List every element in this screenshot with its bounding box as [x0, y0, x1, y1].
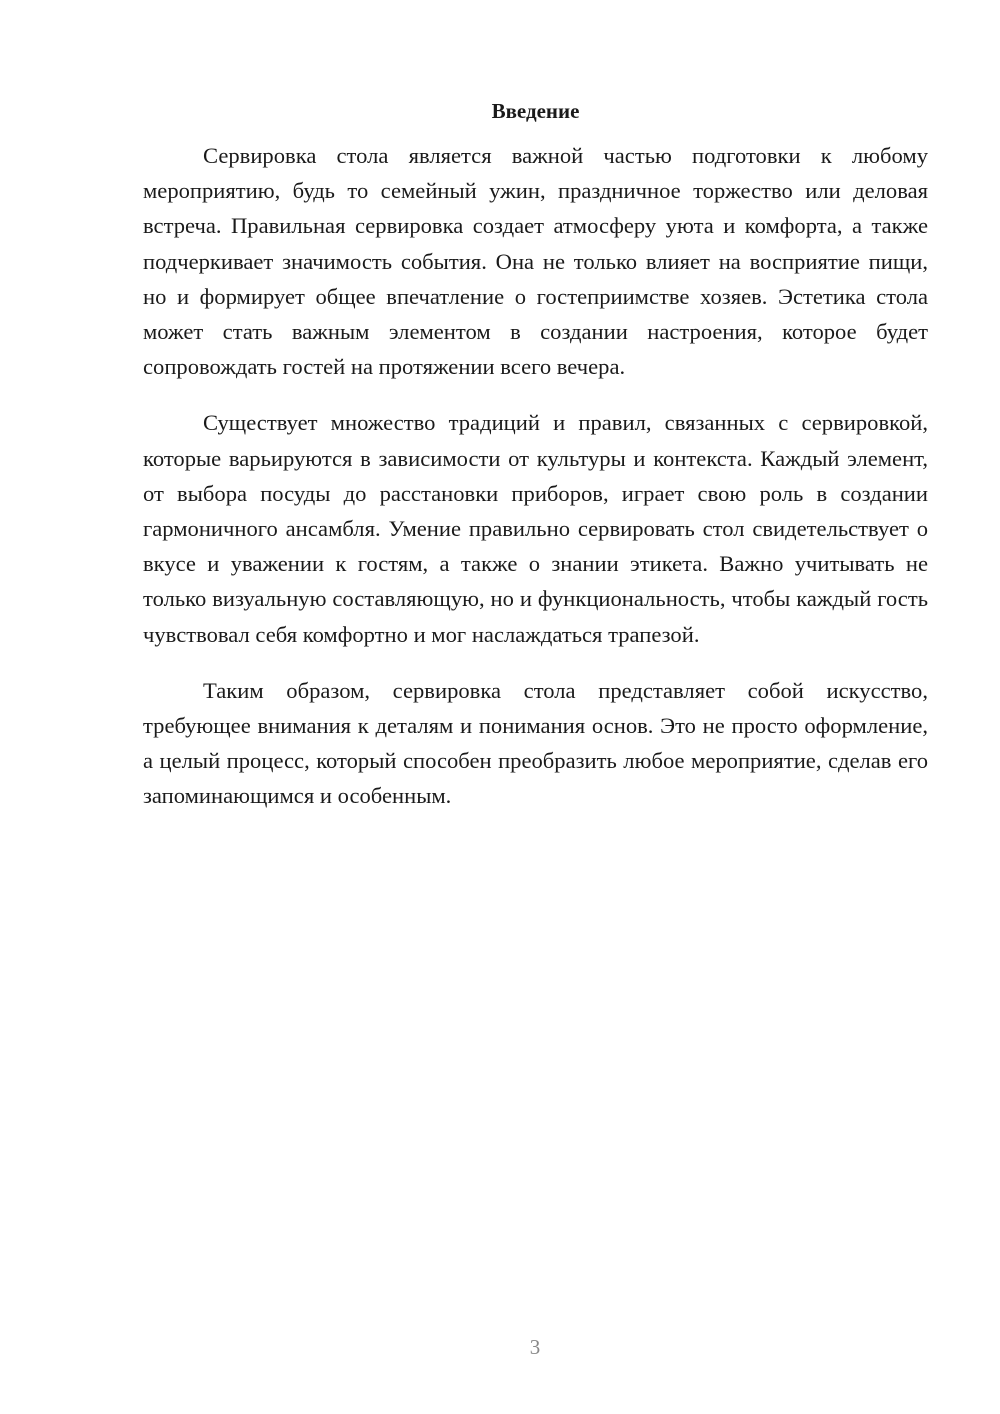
- document-body: [143, 96, 928, 835]
- paragraph-3: Таким образом, сервировка стола представляет собой искусство, требующее внимания к деталям и понимания основ. Это не просто оформление, а целый процесс, который способен преобразить любое мероприятие, сделав его запоминающимся и особенным.: [143, 677, 928, 809]
- paragraph-1: Сервировка стола является важной частью подготовки к любому мероприятию, будь то семейный ужин, праздничное торжество или деловая встреча. Правильная сервировка создает атмосферу уюта и комфорта, а также подчеркивает значимость события. Она не только влияет на восприятие пищи, но и формирует общее впечатление о гостеприимстве хозяев. Эстетика стола может стать важным элементом в создании настроения, которое будет сопровождать гостей на протяжении всего вечера.: [143, 143, 928, 380]
- paragraph-2: Существует множество традиций и правил, связанных с сервировкой, которые варьируются в зависимости от культуры и контекста. Каждый элемент, от выбора посуды до расстановки приборов, играет свою роль в создании гармоничного ансамбля. Умение правильно сервировать стол свидетельствует о вкусе и уважении к гостям, а также о знании этикета. Важно учитывать не только визуальную составляющую, но и функциональность, чтобы каждый гость чувствовал себя комфортно и мог наслаждаться трапезой.: [143, 410, 928, 647]
- page-number: 3: [529, 1335, 541, 1359]
- section-title: Введение: [491, 99, 580, 123]
